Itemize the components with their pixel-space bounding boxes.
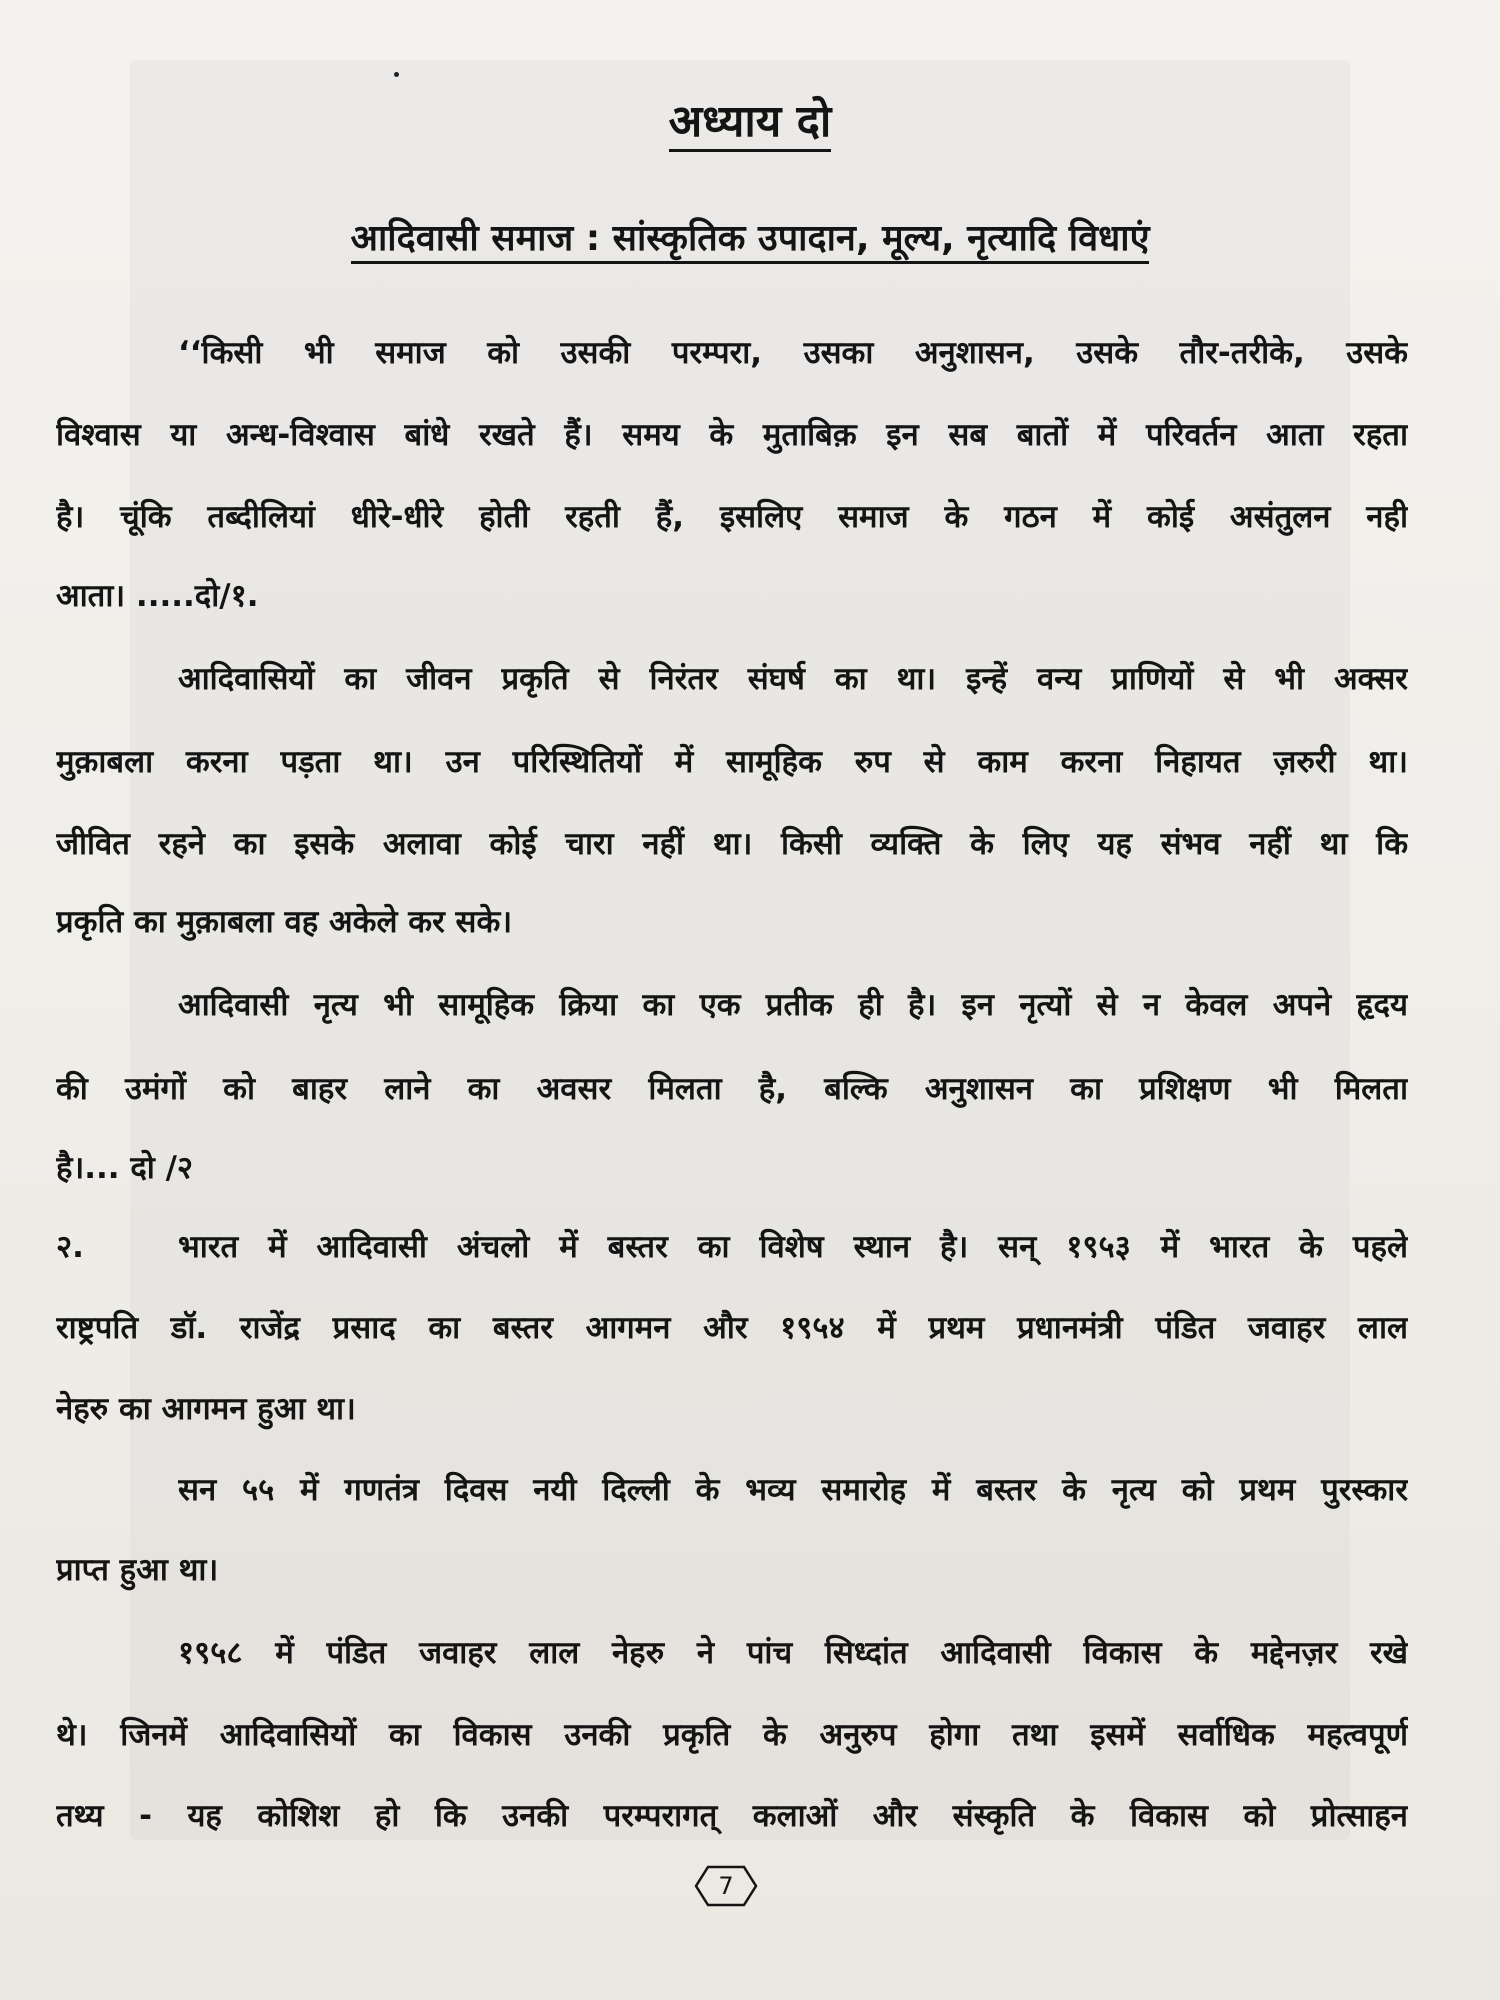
- paragraph-line: आता। .....दो/१.: [56, 578, 259, 614]
- paragraph-line: थे। जिनमें आदिवासियों का विकास उनकी प्रकृति के अनुरुप होगा तथा इसमें सर्वाधिक महत्वपूर्ण: [56, 1717, 1408, 1753]
- paragraph-line: भारत में आदिवासी अंचलो में बस्तर का विशेष स्थान है। सन् १९५३ में भारत के पहले: [178, 1229, 1408, 1265]
- paragraph-line: है। चूंकि तब्दीलियां धीरे-धीरे होती रहती हैं, इसलिए समाज के गठन में कोई असंतुलन नही: [56, 499, 1408, 535]
- paragraph-line: राष्ट्रपति डॉ. राजेंद्र प्रसाद का बस्तर आगमन और १९५४ में प्रथम प्रधानमंत्री पंडित जवाहर लाल: [56, 1310, 1408, 1346]
- paragraph-line: ‘‘किसी भी समाज को उसकी परम्परा, उसका अनुशासन, उसके तौर-तरीके, उसके: [178, 335, 1408, 371]
- paragraph-line: प्राप्त हुआ था।: [56, 1552, 219, 1588]
- paragraph-line: की उमंगों को बाहर लाने का अवसर मिलता है, बल्कि अनुशासन का प्रशिक्षण भी मिलता: [56, 1071, 1408, 1107]
- paragraph-line: विश्वास या अन्ध-विश्वास बांधे रखते हैं। समय के मुताबिक़ इन सब बातों में परिवर्तन आता रहता: [56, 417, 1408, 453]
- paragraph-line: मुक़ाबला करना पड़ता था। उन परिस्थितियों में सामूहिक रुप से काम करना निहायत ज़रुरी था।: [56, 744, 1408, 780]
- section-title: [0, 214, 1500, 264]
- paragraph-line: नेहरु का आगमन हुआ था।: [56, 1391, 356, 1427]
- section-title-text: आदिवासी समाज : सांस्कृतिक उपादान, मूल्य, नृत्यादि विधाएं: [351, 218, 1150, 264]
- paragraph-line: सन ५५ में गणतंत्र दिवस नयी दिल्ली के भव्य समारोह में बस्तर के नृत्य को प्रथम पुरस्कार: [178, 1472, 1408, 1508]
- paragraph-line: १९५८ में पंडित जवाहर लाल नेहरु ने पांच सिध्दांत आदिवासी विकास के मद्देनज़र रखे: [178, 1635, 1408, 1671]
- paragraph-line: तथ्य - यह कोशिश हो कि उनकी परम्परागत् कलाओं और संस्कृति के विकास को प्रोत्साहन: [56, 1798, 1408, 1834]
- ink-dot: [394, 72, 399, 77]
- page-number: [694, 1864, 758, 1908]
- paragraph-line: प्रकृति का मुक़ाबला वह अकेले कर सके।: [56, 904, 513, 940]
- paragraph-line: जीवित रहने का इसके अलावा कोई चारा नहीं था। किसी व्यक्ति के लिए यह संभव नहीं था कि: [56, 826, 1408, 862]
- paragraph-line: आदिवासी नृत्य भी सामूहिक क्रिया का एक प्रतीक ही है। इन नृत्यों से न केवल अपने हृदय: [178, 987, 1408, 1023]
- page-number-text: 7: [718, 1872, 734, 1900]
- paragraph-number: २.: [56, 1229, 84, 1265]
- paragraph-line: आदिवासियों का जीवन प्रकृति से निरंतर संघर्ष का था। इन्हें वन्य प्राणियों से भी अक्सर: [178, 661, 1408, 697]
- chapter-title: [0, 94, 1500, 150]
- paragraph-line: है।... दो /२: [56, 1150, 194, 1186]
- chapter-title-text: अध्याय दो: [669, 96, 832, 152]
